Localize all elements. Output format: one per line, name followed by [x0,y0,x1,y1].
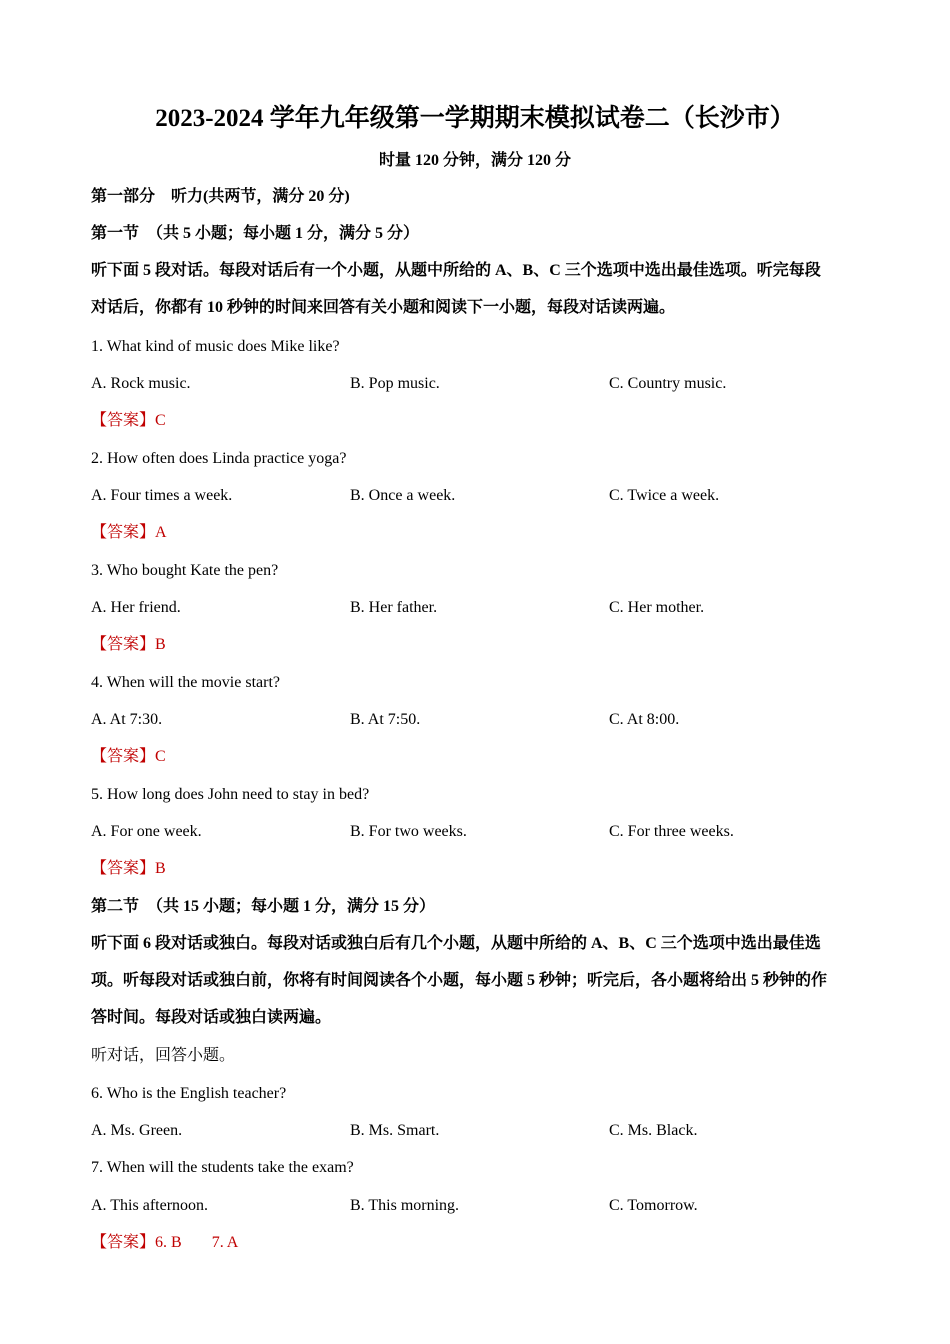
q6-q7-answer [91,1232,238,1254]
q6-option-b: B. Ms. Smart. [350,1122,440,1139]
q1-option-a: A. Rock music. [91,375,191,392]
q1-option-c: C. Country music. [609,375,727,392]
question-1: 1. What kind of music does Mike like? [91,338,340,355]
q7-option-b: B. This morning. [350,1197,460,1214]
q7-option-a: A. This afternoon. [91,1197,209,1214]
document-subtitle: 时量 120 分钟，满分 120 分 [378,152,571,169]
q4-option-a: A. At 7:30. [91,711,163,728]
q5-option-c: C. For three weeks. [609,823,734,840]
q2-option-b: B. Once a week. [350,487,456,504]
question-5: 5. How long does John need to stay in bed? [91,786,370,803]
answer-label: 【答案】 [91,1234,156,1251]
q2-option-c: C. Twice a week. [609,487,720,504]
question-3: 3. Who bought Kate the pen? [91,562,279,579]
q2-answer: 【答案】A [91,524,167,541]
question-2: 2. How often does Linda practice yoga? [91,450,347,467]
q5-option-a: A. For one week. [91,823,202,840]
q4-answer: 【答案】C [91,748,166,765]
section1-instruction-2: 对话后，你都有 10 秒钟的时间来回答有关小题和阅读下一小题，每段对话读两遍。 [91,299,676,316]
question-6: 6. Who is the English teacher? [91,1085,287,1102]
q5-answer: 【答案】B [91,860,166,877]
part1-heading: 第一部分 听力(共两节，满分 20 分) [91,188,350,205]
section1-heading: 第一节 （共 5 小题；每小题 1 分，满分 5 分） [91,225,420,242]
q6-option-a: A. Ms. Green. [91,1122,183,1139]
section2-instruction-3: 答时间。每段对话或独白读两遍。 [91,1009,332,1026]
q3-option-a: A. Her friend. [91,599,181,616]
section2-instruction-2: 项。听每段对话或独白前，你将有时间阅读各个小题，每小题 5 秒钟；听完后，各小题将给出 5 秒钟的作 [91,972,828,989]
section2-instruction-1: 听下面 6 段对话或独白。每段对话或独白后有几个小题，从题中所给的 A、B、C 三个选项中选出最佳选 [91,935,821,952]
listen-prompt: 听对话，回答小题。 [91,1047,236,1064]
q4-option-c: C. At 8:00. [609,711,680,728]
q3-option-c: C. Her mother. [609,599,705,616]
question-4: 4. When will the movie start? [91,674,280,691]
question-7: 7. When will the students take the exam? [91,1159,354,1176]
q1-option-b: B. Pop music. [350,375,440,392]
q6-option-c: C. Ms. Black. [609,1122,698,1139]
q4-option-b: B. At 7:50. [350,711,421,728]
answer-7: 7. A [211,1234,239,1251]
q1-answer: 【答案】C [91,412,166,429]
q3-option-b: B. Her father. [350,599,438,616]
q3-answer: 【答案】B [91,636,166,653]
q7-option-c: C. Tomorrow. [609,1197,698,1214]
section1-instruction-1: 听下面 5 段对话。每段对话后有一个小题，从题中所给的 A、B、C 三个选项中选出最佳选项。听完每段 [91,262,821,279]
document-title: 2023-2024 学年九年级第一学期期末模拟试卷二（长沙市） [155,105,795,132]
answer-6: 6. B [155,1234,182,1251]
section2-heading: 第二节 （共 15 小题；每小题 1 分，满分 15 分） [91,898,436,915]
q2-option-a: A. Four times a week. [91,487,233,504]
q5-option-b: B. For two weeks. [350,823,467,840]
